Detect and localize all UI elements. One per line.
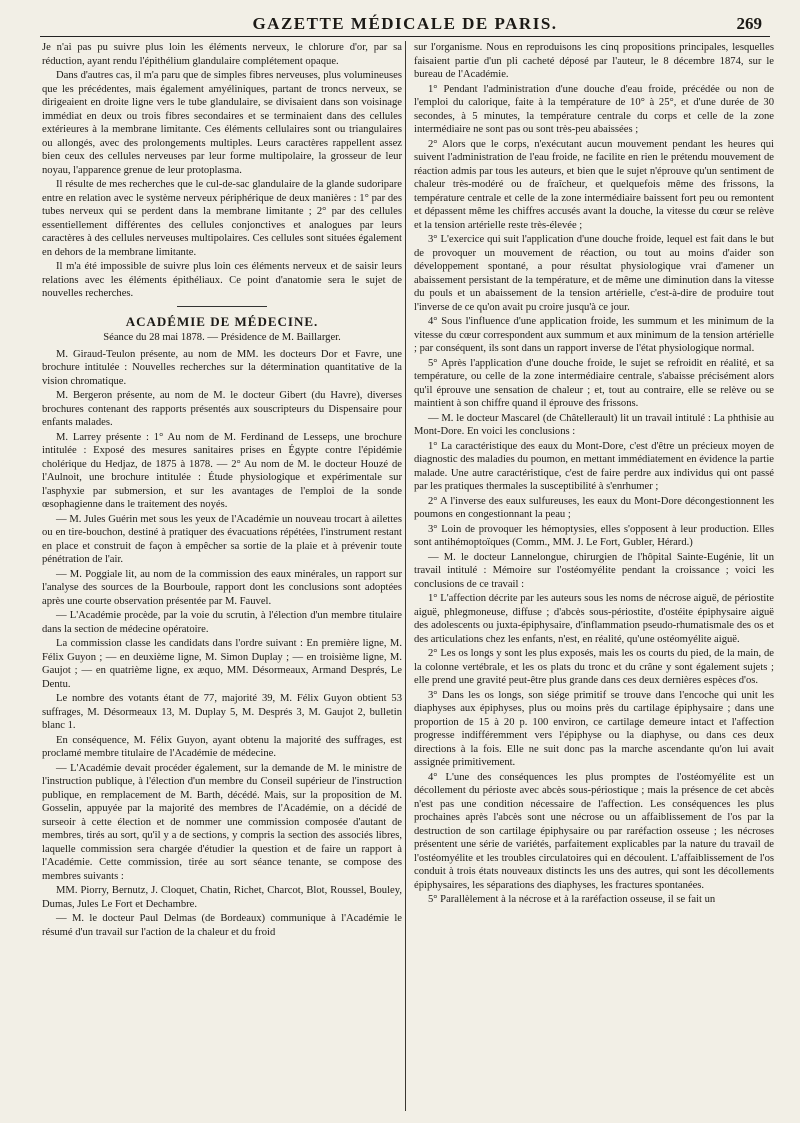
paragraph: 2° Les os longs y sont les plus exposés, mais les os courts du pied, de la main, de la colonne vertébrale, et les os plats du tronc et du crâne y sont également sujets ; elle prend une gravité peut-être plus grande dans ces deux dernières espèces d'os. bbox=[414, 648, 774, 686]
paragraph: 3° L'exercice qui suit l'application d'une douche froide, lequel est fait dans le but de provoquer un mouvement de réaction, ou tout au moins d'aider son développement spontané, a pour résultat physiologique vrai d'amener un abaissement persistant de la température, et de même une diminution dans la vitesse du pouls et un abaissement de la tension artérielle, c'est-à-dire de produire tout l'inverse de ce qu'on avait pu croire jusqu'à ce jour. bbox=[414, 234, 774, 313]
paragraph: — M. le docteur Paul Delmas (de Bordeaux) communique à l'Académie le résumé d'un travail sur l'action de la chaleur et du froid bbox=[42, 913, 402, 938]
paragraph: M. Bergeron présente, au nom de M. le docteur Gibert (du Havre), diverses brochures contenant des rapports présentés aux souscripteurs du Dispensaire pour enfants malades. bbox=[42, 390, 402, 428]
section-title: ACADÉMIE DE MÉDECINE. bbox=[125, 313, 319, 329]
paragraph: 4° Sous l'influence d'une application froide, les summum et les minimum de la vitesse du cœur correspondent aux summum et aux minimum de la tension artérielle ; par conséquent, ils sont dans un rapport inverse de l'état physiologique normal. bbox=[414, 316, 774, 354]
column-divider bbox=[405, 41, 406, 1111]
paragraph: — M. le docteur Mascarel (de Châtellerault) lit un travail intitulé : La phthisie au Mont-Dore. En voici les conclusions : bbox=[414, 412, 774, 437]
paragraph: M. Larrey présente : 1° Au nom de M. Ferdinand de Lesseps, une brochure intitulée : Exposé des mesures sanitaires prises en Égypte contre l'épidémie cholérique du Hedjaz, de 1875 à 1878. — 2° Au nom de M. le docteur Houzé de l'Aulnoit, une brochure intitulée : Étude physiologique et expérimentale sur l'asphyxie par submersion, et sur les avantages de l'emploi de la sonde œsophagienne dans le traitement des noyés. bbox=[42, 431, 402, 510]
paragraph: 3° Dans les os longs, son siége primitif se trouve dans l'encoche qui unit les diaphyses aux épiphyses, plus ou moins près du cartilage épiphysaire ; dans une proportion de 15 à 20 p. 100 environ, ce cartilage demeure intact et l'affection progresse indifféremment vers l'épiphyse ou la diaphyse, ou dans ces deux directions à la fois. Elle ne suit donc pas la marche ascendante qu'on lui avait assignée primitivement. bbox=[414, 689, 774, 768]
paragraph: 1° L'affection décrite par les auteurs sous les noms de nécrose aiguë, de périostite aiguë, phlegmoneuse, diffuse ; d'abcès sous-périostite, d'ostéite épiphysaire aiguë des adolescents ou juxta-épiphysaire, d'inflammation pseudo-rhumatismale des os et des articulations chez les enfants, n'est, en réalité, qu'une ostéomyélite aiguë. bbox=[414, 593, 774, 645]
paragraph: 1° La caractéristique des eaux du Mont-Dore, c'est d'être un précieux moyen de diagnostic des maladies du poumon, en mettant immédiatement en évidence la partie malade. Une autre caractéristique, c'est de faire perdre aux individus qui ont passé par les pratiques thermales la susceptibilité à s'enrhumer ; bbox=[414, 440, 774, 492]
paragraph: M. Giraud-Teulon présente, au nom de MM. les docteurs Dor et Favre, une brochure intitulée : Nouvelles recherches sur la détermination quantitative de la vision chromatique. bbox=[42, 348, 402, 387]
paragraph: — L'Académie procède, par la voie du scrutin, à l'élection d'un membre titulaire dans la section de médecine opératoire. bbox=[42, 610, 402, 635]
paragraph: 5° Parallèlement à la nécrose et à la raréfaction osseuse, il se fait un bbox=[428, 894, 716, 905]
paragraph: Je n'ai pas pu suivre plus loin les éléments nerveux, le chlorure d'or, par sa réduction, ayant rendu l'épithélium glandulaire complétement opaque. bbox=[42, 42, 402, 67]
paragraph: En conséquence, M. Félix Guyon, ayant obtenu la majorité des suffrages, est proclamé membre titulaire de l'Académie de médecine. bbox=[42, 734, 402, 759]
paragraph: Le nombre des votants étant de 77, majorité 39, M. Félix Guyon obtient 53 suffrages, M. Désormeaux 13, M. Duplay 5, M. Després 3, M. Gaujot 2, bulletin blanc 1. bbox=[42, 693, 402, 731]
page-header bbox=[40, 12, 770, 37]
paragraph: — M. Jules Guérin met sous les yeux de l'Académie un nouveau trocart à ailettes ou en tire-bouchon, destiné à pratiquer des évacuations répétées, l'instrument restant en place et construit de façon à empêcher sa sortie de la plaie et à prévenir toute pénétration de l'air. bbox=[42, 513, 402, 565]
paragraph: La commission classe les candidats dans l'ordre suivant : En première ligne, M. Félix Guyon ; — en deuxième ligne, M. Simon Duplay ; — en troisième ligne, M. Gaujot ; — en quatrième ligne, ex æquo, MM. Désormeaux, Armand Després, Le Dentu. bbox=[42, 638, 402, 690]
paragraph: Dans d'autres cas, il m'a paru que de simples fibres nerveuses, plus volumineuses que les précédentes, mais également amyéliniques, partant de troncs nerveux, se dirigeaient en droite ligne vers le tube glandulaire, se divisaient dans son voisinage immédiat en deux ou trois fibres secondaires et se terminaient dans des cellules extérieures à la membrane limitante. Ces éléments cellulaires sont ou triangulaires ou allongés, avec des prolongements multiples. Leurs caractères rappellent assez bien ceux des cellules nerveuses par leur forme multipolaire, la grosseur de leur noyau, l'apparence grenue de leur protoplasma. bbox=[42, 70, 402, 176]
paragraph: 3° Loin de provoquer les hémoptysies, elles s'opposent à leur production. Elles sont antihémoptoïques (Comm., MM. J. Le Fort, Gubler, Hérard.) bbox=[414, 523, 774, 548]
paragraph: — L'Académie devait procéder également, sur la demande de M. le ministre de l'instruction publique, à l'élection d'un membre du Conseil supérieur de l'instruction publique, en remplacement de M. Barth, décédé. Mais, sur la proposition de M. Gosselin, appuyée par la majorité des membres de l'Académie, on a décidé de surseoir à cette élection et de nommer une commission composée d'autant de membres, tirés au sort, qu'il y a de sections, y compris la section des associés libres, laquelle commission sera chargée d'étudier la question et de faire un rapport à l'Académie. Cette commission, tirée au sort séance tenante, se compose des membres suivants : bbox=[42, 762, 402, 882]
paragraph: Il résulte de mes recherches que le cul-de-sac glandulaire de la glande sudoripare entre en relation avec le système nerveux périphérique de deux manières : 1° par des tubes nerveux qui se perdent dans la membrane limitante ; 2° par des cellules essentiellement différentes des cellules conjonctives et analogues par leurs caractères à des cellules nerveuses multipolaires. Ces cellules sont situées également en dehors de la membrane limitante. bbox=[42, 179, 402, 258]
paragraph: 2° A l'inverse des eaux sulfureuses, les eaux du Mont-Dore décongestionnent les poumons en congestionnant la peau ; bbox=[414, 495, 774, 520]
page-number: 269 bbox=[736, 14, 762, 33]
paragraph: 1° Pendant l'administration d'une douche d'eau froide, précédée ou non de l'emploi du calorique, faite à la température de 10° à 25°, et d'une durée de 30 secondes, à 5 minutes, la température centrale du corps et celle de la zone intermédiaire ne sont pas ou sont très-peu abaissées ; bbox=[414, 83, 774, 135]
paragraph: sur l'organisme. Nous en reproduisons les cinq propositions principales, lesquelles faisaient partie d'un pli cacheté déposé par l'auteur, le 8 décembre 1874, sur le bureau de l'Académie. bbox=[414, 42, 774, 80]
journal-title: GAZETTE MÉDICALE DE PARIS. bbox=[252, 14, 558, 33]
paragraph: 2° Alors que le corps, n'exécutant aucun mouvement pendant les heures qui suivent l'administration de l'eau froide, ne facilite en rien le prétendu mouvement de réaction admis par tous les auteurs, et bien que le sujet n'éprouve qu'un sentiment de chaleur très-modéré ou de fraîcheur, et quelquefois même des frissons, la température centrale et celle de la zone intermédiaire baissent fort peu ou remontent et dépassent même les chiffres accusés avant la douche, la vitesse du cœur se relève et la tension artérielle reste très-élevée ; bbox=[414, 138, 774, 231]
paragraph: 4° L'une des conséquences les plus promptes de l'ostéomyélite est un décollement du périoste avec abcès sous-périostique ; mais la présence de cet abcès n'est pas une condition nécessaire de l'affection. Les conséquences les plus prochaines après l'abcès sont une nécrose ou un affaiblissement de l'os par la destruction de son cartilage épiphysaire ou par raréfaction osseuse ; les nécroses présentent une série de variétés, parfaitement explicables par la nature du travail de l'ostéomyélite et les troubles circulatoires qui en découlent. L'affaiblissement de l'os conduit à trois états nouveaux distincts les uns des autres, qui sont les décollements épiphysaires, les séparations des diaphyses, les fractures spontanées. bbox=[414, 771, 774, 891]
paragraph: MM. Piorry, Bernutz, J. Cloquet, Chatin, Richet, Charcot, Blot, Roussel, Bouley, Dumas, Jules Le Fort et Dechambre. bbox=[42, 885, 402, 910]
section-separator bbox=[177, 306, 267, 307]
paragraph: — M. le docteur Lannelongue, chirurgien de l'hôpital Sainte-Eugénie, lit un travail intitulé : Mémoire sur l'ostéomyélite pendant la croissance ; voici les conclusions de ce travail : bbox=[414, 551, 774, 590]
seance-line: Séance du 28 mai 1878. — Présidence de M. Baillarger. bbox=[103, 332, 341, 343]
paragraph: 5° Après l'application d'une douche froide, le sujet se refroidit en réalité, et sa température, ou celle de la zone intermédiaire centrale, s'abaisse précisément alors qu'il éprouve une sensation de chaleur ; et, tout au contraire, elle se relève ou se maintient à son chiffre quand il éprouve des frissons. bbox=[414, 357, 774, 409]
left-column bbox=[42, 41, 402, 1116]
paragraph: Il m'a été impossible de suivre plus loin ces éléments nerveux et de saisir leurs relations avec les éléments épithéliaux. Ce point d'anatomie sera le sujet de nouvelles recherches. bbox=[42, 261, 402, 299]
right-column bbox=[414, 41, 774, 1116]
paragraph: — M. Poggiale lit, au nom de la commission des eaux minérales, un rapport sur l'analyse des sources de la Bourboule, rapport dont les conclusions sont adoptées après une courte observation présentée par M. Fauvel. bbox=[42, 568, 402, 607]
